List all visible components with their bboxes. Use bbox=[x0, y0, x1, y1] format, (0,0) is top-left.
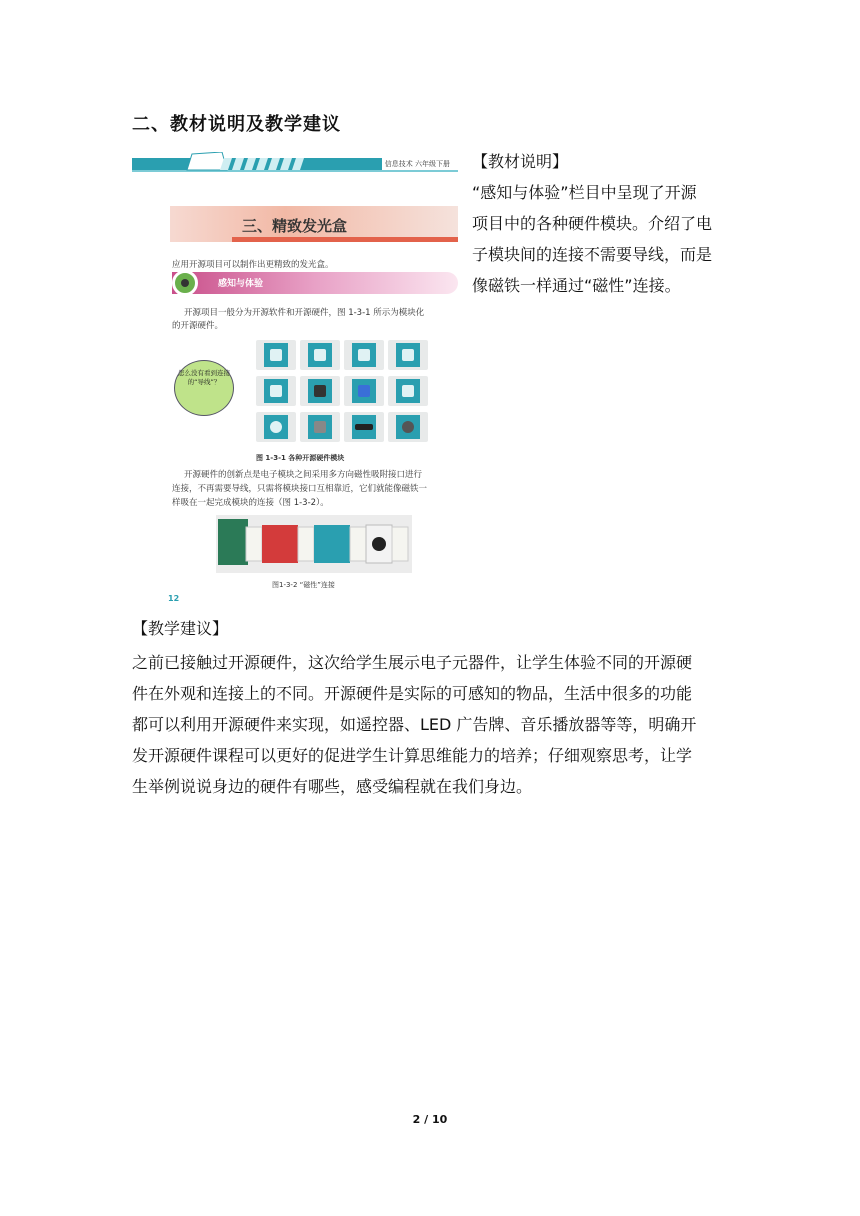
thought-bubble: 怎么没有看到连接的“导线”？ bbox=[174, 360, 234, 416]
para2-line: 开源硬件的创新点是电子模块之间采用多方向磁性吸附接口进行 bbox=[184, 470, 423, 480]
para2-line: 样吸在一起完成模块的连接（图 1-3-2）。 bbox=[172, 498, 329, 508]
hardware-module bbox=[344, 340, 384, 370]
magnetic-connection-photo bbox=[216, 515, 412, 573]
para1-line: 开源项目一般分为开源软件和开源硬件，图 1-3-1 所示为模块化 bbox=[184, 308, 425, 318]
hardware-module bbox=[256, 412, 296, 442]
intro-line: 应用开源项目可以制作出更精致的发光盒。 bbox=[172, 260, 334, 270]
suggestion-line: 都可以利用开源硬件来实现，如遥控器、LED 广告牌、音乐播放器等等，明确开 bbox=[132, 715, 697, 734]
hardware-module bbox=[300, 340, 340, 370]
hardware-module bbox=[388, 340, 428, 370]
figure-caption: 图1-3-2 “磁性”连接 bbox=[272, 581, 335, 589]
sense-banner bbox=[172, 272, 458, 294]
hardware-module bbox=[344, 376, 384, 406]
hardware-module bbox=[300, 412, 340, 442]
hardware-module bbox=[300, 376, 340, 406]
title-bar bbox=[232, 237, 458, 242]
hardware-module bbox=[256, 376, 296, 406]
teaching-suggestion-body bbox=[132, 647, 732, 802]
hardware-module bbox=[388, 412, 428, 442]
textbook-header: 信息技术 六年级下册 bbox=[384, 160, 450, 168]
textbook-page-number: 12 bbox=[168, 594, 180, 603]
material-note-line: “感知与体验”栏目中呈现了开源 bbox=[472, 183, 697, 202]
teaching-suggestion-heading: 【教学建议】 bbox=[132, 619, 229, 638]
para2-line: 连接，不再需要导线，只需将模块接口互相靠近，它们就能像磁铁一 bbox=[172, 484, 428, 494]
figure-caption: 图 1-3-1 各种开源硬件模块 bbox=[256, 454, 345, 462]
material-note-line: 子模块间的连接不需要导线，而是 bbox=[472, 245, 713, 264]
material-note-line: 像磁铁一样通过“磁性”连接。 bbox=[472, 276, 681, 295]
page-number: 2 / 10 bbox=[412, 1113, 448, 1126]
sense-label: 感知与体验 bbox=[218, 279, 264, 289]
suggestion-line: 发开源硬件课程可以更好的促进学生计算思维能力的培养；仔细观察思考，让学 bbox=[132, 746, 693, 765]
para1-line: 的开源硬件。 bbox=[172, 321, 224, 331]
hardware-module bbox=[256, 340, 296, 370]
suggestion-line: 生举例说说身边的硬件有哪些，感受编程就在我们身边。 bbox=[132, 777, 533, 796]
material-note-heading: 【教材说明】 bbox=[472, 152, 569, 171]
suggestion-line: 之前已接触过开源硬件，这次给学生展示电子元器件，让学生体验不同的开源硬 bbox=[132, 653, 693, 672]
material-note bbox=[472, 146, 734, 301]
hardware-module bbox=[344, 412, 384, 442]
textbook-page-image bbox=[132, 142, 458, 604]
section-heading: 二、教材说明及教学建议 bbox=[132, 114, 341, 135]
suggestion-line: 件在外观和连接上的不同。开源硬件是实际的可感知的物品，生活中很多的功能 bbox=[132, 684, 693, 703]
gear-icon bbox=[172, 270, 198, 296]
material-note-line: 项目中的各种硬件模块。介绍了电 bbox=[472, 214, 713, 233]
lesson-title: 三、精致发光盒 bbox=[242, 217, 348, 235]
hardware-module bbox=[388, 376, 428, 406]
